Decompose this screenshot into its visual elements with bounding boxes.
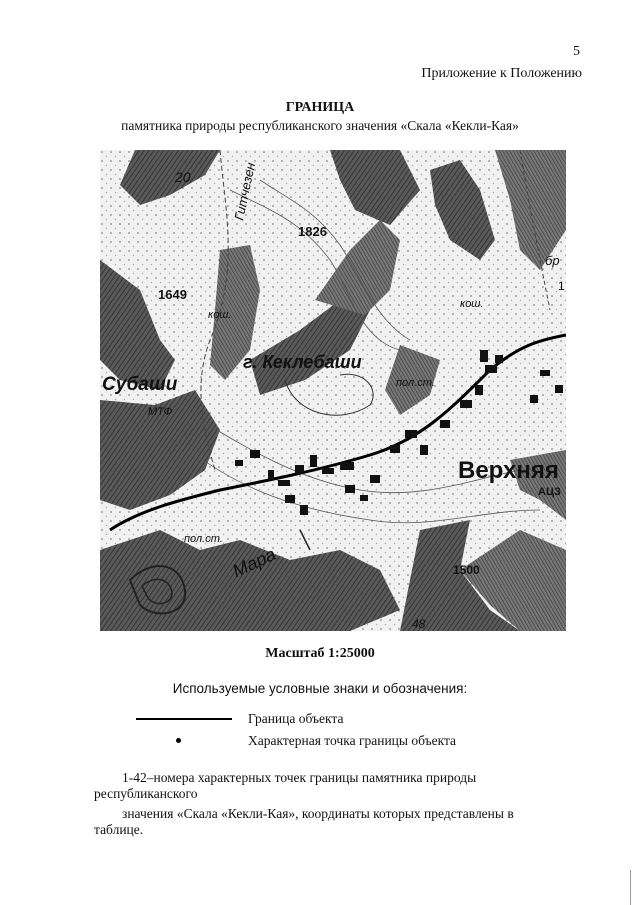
map-label-subashi: Субаши <box>102 374 178 395</box>
note-line-1: 1-42–номера характерных точек границы памятника природы <box>122 770 477 785</box>
page-number: 5 <box>573 44 580 59</box>
scan-edge-line <box>630 870 631 905</box>
map-label-keklebashi: г. Кеклебаши <box>243 352 362 372</box>
document-title: ГРАНИЦА <box>285 100 355 115</box>
map-label-verkhnya: Верхняя <box>458 457 559 484</box>
legend-boundary-line-symbol <box>136 718 232 720</box>
map-label-1649: 1649 <box>158 287 187 302</box>
legend-heading: Используемые условные знаки и обозначения: <box>172 681 468 696</box>
topographic-map <box>100 150 566 631</box>
map-label-1: 1 <box>558 279 565 293</box>
map-label-20: 20 <box>175 169 191 185</box>
map-label-polst-1: пол.ст. <box>396 377 435 389</box>
legend-boundary-point-label: Характерная точка границы объекта <box>248 733 457 748</box>
map-label-mtf: МТФ <box>148 406 173 418</box>
legend-boundary-point-symbol <box>176 738 181 743</box>
map-label-kosh-2: кош. <box>460 298 484 310</box>
map-label-gitchezen: Гитчезен <box>231 161 259 222</box>
note-line-3: значения «Скала «Кекли-Кая», координаты которых представлены в <box>122 806 514 821</box>
map-label-1826: 1826 <box>298 224 327 239</box>
map-label-mara: Мара <box>229 543 279 582</box>
note-line-2: республиканского <box>94 786 198 801</box>
map-label-br: бр <box>545 253 560 268</box>
map-label-48: 48 <box>412 617 426 631</box>
map-label-1500: 1500 <box>453 563 480 577</box>
legend-boundary-line-label: Граница объекта <box>248 711 344 726</box>
map-label-polst-2: пол.ст. <box>184 533 223 545</box>
map-label-kosh-1: кош. <box>208 309 232 321</box>
note-line-4: таблице. <box>94 822 144 837</box>
appendix-label: Приложение к Положению <box>421 66 582 81</box>
map-drawing <box>100 150 566 631</box>
document-subtitle: памятника природы республиканского значения «Скала «Кекли-Кая» <box>121 118 519 133</box>
map-label-atsz: АЦЗ <box>538 486 561 498</box>
map-scale: Масштаб 1:25000 <box>265 646 375 661</box>
